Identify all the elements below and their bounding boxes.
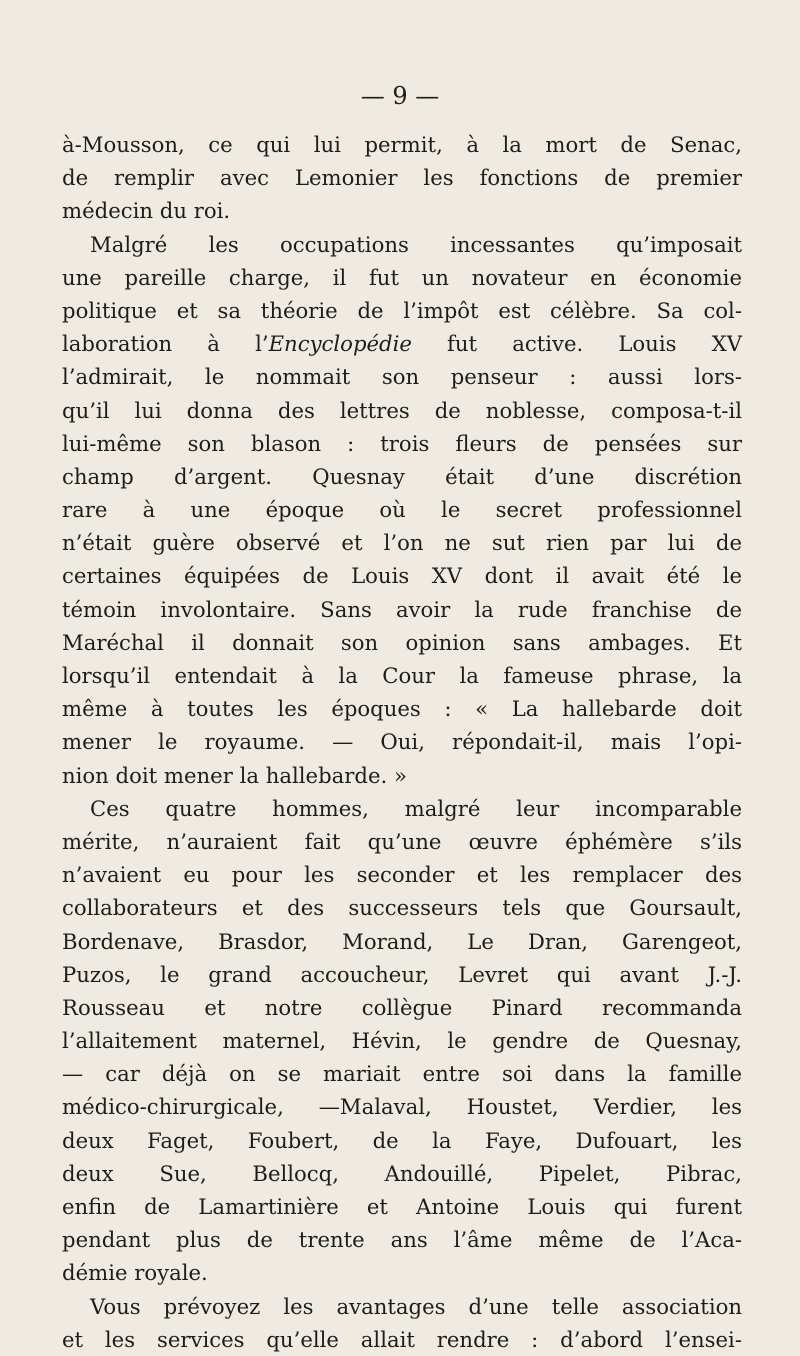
text-line: deux Faget, Foubert, de la Faye, Dufouart, les [62,1127,742,1153]
text-fragment: laboration à l’ [62,331,269,357]
text-line: lorsqu’il entendait à la Cour la fameuse phrase, la [62,663,742,688]
text-line: — car déjà on se mariait entre soi dans la famille [62,1061,742,1087]
text-line: enfin de Lamartinière et Antoine Louis qui furent [62,1194,742,1219]
text-line: Ces quatre hommes, malgré leur incomparable [90,795,742,821]
text-line: à-Mousson, ce qui lui permit, à la mort de Senac, [62,132,742,157]
text-fragment: fut active. Louis XV [411,331,742,357]
text-line: mérite, n’auraient fait qu’une œuvre éphémère s’ils [62,828,742,854]
text-line: médico-chirurgicale, —Malaval, Houstet, Verdier, les [62,1094,742,1120]
text-line: lui-même son blason : trois fleurs de pensées sur [62,430,742,456]
text-line: pendant plus de trente ans l’âme même de l’Aca- [62,1227,742,1253]
text-line: même à toutes les époques : « La hallebarde doit [62,696,742,722]
italic-title: Encyclopédie [268,331,412,357]
text-line: Puzos, le grand accoucheur, Levret qui avant J.-J. [62,961,742,987]
text-line: de remplir avec Lemonier les fonctions de premier [62,165,742,191]
text-line: une pareille charge, il fut un novateur en économie [62,264,742,290]
text-line: n’était guère observé et l’on ne sut rien par lui de [62,530,742,556]
text-line [62,327,742,360]
text-line: qu’il lui donna des lettres de noblesse, composa-t-il [62,397,742,423]
body-text [62,128,742,1356]
text-line: mener le royaume. — Oui, répondait-il, mais l’opi- [62,729,742,755]
text-line: l’admirait, le nommait son penseur : aussi lors- [62,364,742,390]
text-line: deux Sue, Bellocq, Andouillé, Pipelet, Pibrac, [62,1160,742,1186]
text-line: et les services qu’elle allait rendre : d’abord l’ensei- [62,1326,742,1352]
text-line: rare à une époque où le secret professionnel [62,497,742,523]
text-line: nion doit mener la hallebarde. » [62,762,407,788]
text-line: l’allaitement maternel, Hévin, le gendre de Quesnay, [62,1028,742,1054]
text-line: Vous prévoyez les avantages d’une telle association [90,1293,742,1319]
text-line: n’avaient eu pour les seconder et les remplacer des [62,862,742,888]
text-line: champ d’argent. Quesnay était d’une discrétion [62,463,742,489]
page-number: — 9 — [360,82,440,110]
text-line: collaborateurs et des successeurs tels que Goursault, [62,895,742,921]
text-line: Malgré les occupations incessantes qu’imposait [90,231,742,257]
text-line: Maréchal il donnait son opinion sans ambages. Et [62,629,742,655]
text-line: Rousseau et notre collègue Pinard recommanda [62,994,742,1020]
text-line: Bordenave, Brasdor, Morand, Le Dran, Garengeot, [62,928,742,954]
text-line: politique et sa théorie de l’impôt est célèbre. Sa col- [62,297,742,323]
text-line: certaines équipées de Louis XV dont il avait été le [62,563,742,589]
text-line: médecin du roi. [62,198,231,224]
text-line: démie royale. [62,1260,208,1286]
text-line: témoin involontaire. Sans avoir la rude franchise de [62,596,742,622]
